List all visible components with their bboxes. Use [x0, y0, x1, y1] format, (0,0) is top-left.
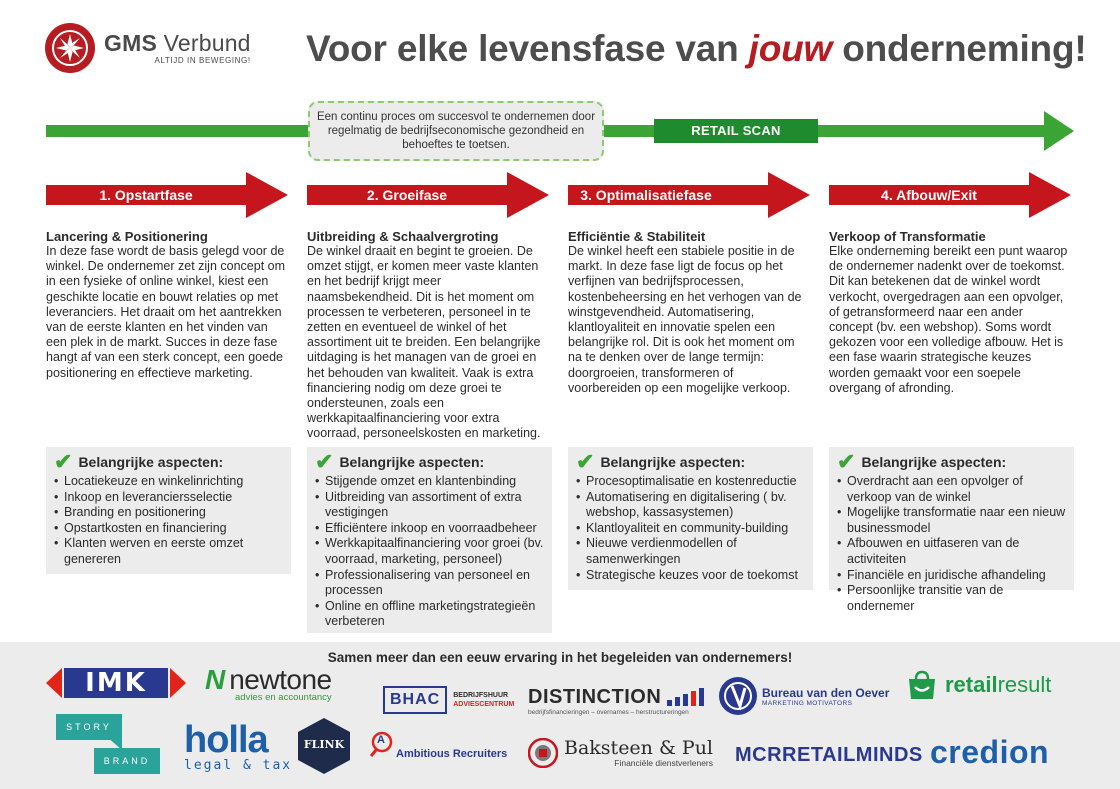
list-item: • Online en offline marketingstrategieën verbeteren: [315, 599, 546, 630]
flink-logo: FLINK: [298, 718, 350, 774]
newtone-logo: N newtone advies en accountancy: [205, 664, 332, 703]
list-item: • Stijgende omzet en klantenbinding: [315, 474, 546, 490]
phase-subtitle: Verkoop of Transformatie: [829, 229, 986, 244]
list-item: • Automatisering en digitalisering ( bv. webshop, kassasystemen): [576, 490, 807, 521]
gms-logo: [44, 22, 251, 74]
list-item: • Branding en positionering: [54, 505, 285, 521]
checkmark-icon: ✔: [576, 449, 595, 474]
phase-description: De winkel draait en begint te groeien. De omzet stijgt, er komen meer vaste klanten en het bedrijf krijgt meer naamsbekendheid. Dit is het moment om processen te verbeteren, personeel in te zetten en eventueel de winkel of het assortiment uit te breiden. Een belangrijke uitdaging is het managen van de groei en het behouden van kwaliteit. Vaak is extra financiering nodig om deze groei te ondersteunen, zoals een werkkapitaalfinanciering voor extra voorraad, personeelskosten en marketing.: [307, 244, 541, 441]
list-item: • Strategische keuzes voor de toekomst: [576, 568, 807, 584]
phase-label: 2. Groeifase: [366, 187, 448, 203]
phase-column-3: [568, 229, 808, 396]
gms-star-icon: [44, 22, 96, 74]
logo-tagline: ALTIJD IN BEWEGING!: [154, 56, 251, 65]
bhac-mark: BHAC: [383, 686, 447, 714]
process-description: Een continu proces om succesvol te ondernemen door regelmatig de bedrijfseconomische gezondheid en behoeftes te toetsen.: [308, 101, 604, 161]
bar-chart-icon: [667, 688, 707, 706]
baksteen-emblem-icon: [528, 738, 558, 768]
distinction-logo: DISTINCTION bedrijfsfinancieringen – overnames – herstructureringen: [528, 686, 707, 716]
retail-scan-label: RETAIL SCAN: [654, 119, 818, 143]
page-title: Voor elke levensfase van jouw onderneming!: [306, 28, 1087, 69]
phase-subtitle: Uitbreiding & Schaalvergroting: [307, 229, 499, 244]
partner-strip: [0, 642, 1120, 789]
list-item: • Opstartkosten en financiering: [54, 521, 285, 537]
phase-subtitle: Efficiëntie & Stabiliteit: [568, 229, 706, 244]
aspects-title: Belangrijke aspecten:: [78, 454, 224, 470]
shopping-bag-icon: [905, 670, 939, 700]
list-item: • Procesoptimalisatie en kostenreductie: [576, 474, 807, 490]
imk-logo: [46, 666, 186, 700]
aspects-box-2: [307, 447, 552, 633]
baksteen-pul-logo: Baksteen & Pul Financiële dienstverleners: [528, 738, 713, 768]
phase-label: 4. Afbouw/Exit: [881, 187, 977, 203]
aspects-box-1: [46, 447, 291, 574]
bureau-van-den-oever-logo: Bureau van den Oever MARKETING MOTIVATORS: [718, 676, 889, 716]
list-item: • Klanten werven en eerste omzet genereren: [54, 536, 285, 567]
list-item: • Persoonlijke transitie van de ondernemer: [837, 583, 1068, 614]
aspects-box-4: [829, 447, 1074, 613]
list-item: • Nieuwe verdienmodellen of samenwerkingen: [576, 536, 807, 567]
retailresult-logo: retailresult: [905, 670, 1051, 700]
mcretailminds-logo: MCRRETAILMINDS: [735, 744, 923, 766]
newtone-n-icon: N: [205, 664, 226, 695]
list-item: • Professionalisering van personeel en processen: [315, 568, 546, 599]
phase-description: Elke onderneming bereikt een punt waarop de ondernemer nadenkt over de toekomst. Dit kan betekenen dat de winkel wordt verkocht, overgedragen aan een opvolger, of getransformeerd naar een ander concept (bv. een webshop). Soms wordt gekozen voor een volledige afbouw. Het is een fase waarin strategische keuzes worden gemaakt voor een soepele overgang of afronding.: [829, 244, 1068, 395]
aspects-title: Belangrijke aspecten:: [861, 454, 1007, 470]
list-item: • Overdracht aan een opvolger of verkoop van de winkel: [837, 474, 1068, 505]
phase-column-1: [46, 229, 286, 381]
holla-logo: holla legal & tax: [184, 719, 293, 773]
list-item: • Klantloyaliteit en community-building: [576, 521, 807, 537]
ambitious-mark: A: [377, 734, 385, 746]
credion-logo: credion: [930, 734, 1050, 770]
phase-column-4: [829, 229, 1069, 396]
checkmark-icon: ✔: [315, 449, 334, 474]
list-item: • Inkoop en leveranciersselectie: [54, 490, 285, 506]
aspects-title: Belangrijke aspecten:: [600, 454, 746, 470]
list-item: • Efficiëntere inkoop en voorraadbeheer: [315, 521, 546, 537]
logo-name: GMS Verbund: [104, 30, 251, 56]
list-item: • Financiële en juridische afhandeling: [837, 568, 1068, 584]
list-item: • Afbouwen en uitfaseren van de activiteiten: [837, 536, 1068, 567]
list-item: • Mogelijke transformatie naar een nieuw businessmodel: [837, 505, 1068, 536]
imk-text: IMK: [85, 668, 147, 698]
aspects-title: Belangrijke aspecten:: [339, 454, 485, 470]
checkmark-icon: ✔: [837, 449, 856, 474]
bvdo-emblem-icon: [718, 676, 758, 716]
ambitious-recruiters-logo: A Ambitious Recruiters: [370, 730, 398, 763]
checkmark-icon: ✔: [54, 449, 73, 474]
aspects-box-3: [568, 447, 813, 590]
bhac-logo: BHAC BEDRIJFSHUUR ADVIESCENTRUM: [383, 686, 514, 714]
phase-label: 3. Optimalisatiefase: [580, 187, 712, 203]
partners-title: Samen meer dan een eeuw ervaring in het begeleiden van ondernemers!: [327, 650, 793, 665]
phase-subtitle: Lancering & Positionering: [46, 229, 208, 244]
phase-column-2: [307, 229, 547, 442]
list-item: • Werkkapitaalfinanciering voor groei (bv. voorraad, marketing, personeel): [315, 536, 546, 567]
corner-arrow-icon: [106, 736, 126, 752]
list-item: • Uitbreiding van assortiment of extra vestigingen: [315, 490, 546, 521]
phase-label: 1. Opstartfase: [99, 187, 193, 203]
phase-description: In deze fase wordt de basis gelegd voor de winkel. De ondernemer zet zijn concept om in een fysieke of online winkel, kiest een geschikte locatie en bouwt relaties op met leveranciers. Het draait om het aantrekken van de eerste klanten en het vinden van een plek in de markt. Succes in deze fase hangt af van een sterk concept, een goede positionering en effectieve marketing.: [46, 244, 286, 380]
storybrand-logo: STORY BRAND: [56, 714, 160, 776]
newtone-subtitle: advies en accountancy: [235, 692, 332, 703]
list-item: • Locatiekeuze en winkelinrichting: [54, 474, 285, 490]
phase-description: De winkel heeft een stabiele positie in de markt. In deze fase ligt de focus op het verfijnen van bedrijfsprocessen, kostenbeheersing en het verhogen van de winstgevendheid. Automatisering, klantloyaliteit en innovatie spelen een belangrijke rol. Dit is ook het moment om na te denken over de lange termijn: doorgroeien, transformeren of voorbereiden op een mogelijke verkoop.: [568, 244, 802, 395]
